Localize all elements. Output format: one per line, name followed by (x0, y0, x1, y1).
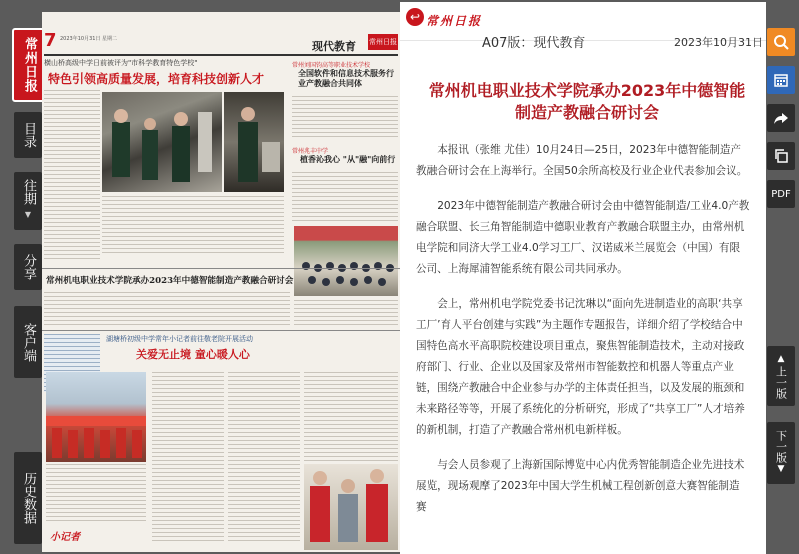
text-column (44, 90, 100, 262)
copy-icon (773, 148, 789, 164)
nav-share-label: 分享 (21, 254, 36, 280)
volunteers-photo[interactable] (46, 372, 146, 462)
nav-history[interactable] (14, 452, 42, 544)
chevron-up-icon: ▲ (777, 354, 785, 364)
newspaper-page[interactable] (42, 12, 400, 552)
pdf-label: PDF (771, 188, 791, 200)
main-headline[interactable]: 特色引领高质量发展，培育科技创新人才 (48, 72, 265, 86)
students-photo[interactable] (294, 226, 398, 296)
bottom-subhead: 湖塘桥初级中学常年小记者前往敬老院开展活动 (106, 335, 253, 343)
text-column (102, 196, 284, 256)
lab-photo-figures (102, 92, 222, 192)
page-section: 现代教育 (312, 40, 356, 53)
text-column (292, 172, 398, 224)
calendar-icon (773, 72, 789, 88)
search-button[interactable] (767, 28, 795, 56)
next-page-button[interactable] (767, 422, 795, 484)
side1-tag: 常州刘国钧高等职业技术学校 (292, 62, 371, 69)
text-column (304, 372, 398, 462)
text-column (294, 300, 398, 328)
classroom-photo[interactable] (224, 92, 284, 192)
side1-headline[interactable]: 全国软件和信息技术服务行业产教融合共同体 (298, 68, 394, 88)
lab-photo[interactable] (102, 92, 222, 192)
classroom-photo-figures (224, 92, 284, 192)
side2-tag: 常州兆丰中学 (292, 148, 329, 155)
article-date: 2023年10月31日 (674, 36, 763, 49)
article-paragraph: 与会人员参观了上海新国际博览中心内优秀智能制造企业先进技术展览，现场观摩了2023年中国大学生机械工程创新创意大赛智能制造赛 (416, 459, 745, 513)
text-column (292, 96, 398, 138)
elderly-photo-figures (304, 464, 398, 550)
calendar-button[interactable] (767, 66, 795, 94)
chevron-down-icon: ▼ (24, 210, 32, 219)
article-paragraph: 会上，常州机电学院党委书记沈琳以“面向先进制造业的高职‘共享工厂’育人平台创建与实践”为主题作专题报告，详细介绍了学校结合中国特色高水平高职院校建设项目重点，聚焦智能制造技术，主动对接政府部门、行业、企业以及国家及常州市智能数控和机器人等重点产业链，围绕产教融合中企业参与办学的主体责任担当，以及发展的瓶颈和未来路径等等，开展了系统化的分析研究，形成了“共享工厂”人才培养的新机制，打造了产教融合常州机电新样板。 (416, 298, 745, 436)
left-nav (0, 0, 44, 554)
chevron-down-icon: ▼ (777, 464, 785, 474)
divider (42, 330, 400, 331)
side2-headline[interactable]: 植香沁我心 "从"融"向前行 (300, 154, 396, 164)
nav-client-label: 客户端 (21, 322, 36, 362)
volunteers-photo-figures (46, 372, 146, 462)
share-arrow-icon (773, 110, 789, 126)
text-column (228, 372, 300, 542)
prev-page-button[interactable] (767, 346, 795, 406)
nav-share[interactable] (14, 244, 42, 290)
page-logo: 常州日报 (368, 34, 398, 50)
nav-client[interactable] (14, 306, 42, 378)
nav-history-label: 历史数据 (21, 472, 36, 524)
page-date: 2023年10月31日 星期二 (60, 36, 118, 42)
prev-page-label: 上一版 (774, 366, 788, 399)
search-icon (773, 34, 789, 50)
newspaper-header (42, 12, 400, 60)
nav-catalog[interactable] (14, 112, 42, 158)
page-number: 7 (44, 30, 57, 51)
nav-catalog-label: 目录 (21, 122, 36, 148)
top-subhead: 横山桥高级中学日前被评为"市科学教育特色学校" (44, 59, 198, 67)
share-button[interactable] (767, 104, 795, 132)
copy-button[interactable] (767, 142, 795, 170)
header-rule (44, 54, 398, 56)
article-paragraph: 本报讯（张维 尤佳）10月24日—25日，2023年中德智能制造产教融合研讨会在上海举行。全国50余所高校及行业企业代表参加会议。 (416, 144, 748, 177)
pdf-button[interactable] (767, 180, 795, 208)
nav-archive-label: 往期 (21, 179, 36, 205)
newspaper-icon: ↩ (406, 8, 424, 26)
brand-logo[interactable]: 常州日报 (12, 28, 46, 102)
bottom-logo: 小记者 (50, 532, 80, 543)
divider (42, 268, 400, 269)
article-title: 常州机电职业技术学院承办2023年中德智能制造产教融合研讨会 (428, 81, 746, 122)
next-page-label: 下一版 (774, 430, 788, 463)
students-photo-figures (294, 226, 398, 296)
bottom-headline[interactable]: 关爱无止境 童心暖人心 (136, 348, 250, 361)
text-column (44, 292, 290, 328)
text-column (46, 464, 146, 524)
article-paragraph: 2023年中德智能制造产教融合研讨会由中德智能制造/工业4.0产教融合联盟、长三角智能制造中德职业教育产教融合联盟主办，由常州机电学院和同济大学工业4.0学习工厂、汉诺威米兰展览会（中国）有限公司、上海犀浦智能系统有限公司共同承办。 (416, 200, 750, 275)
article-panel (400, 2, 766, 554)
article-body (416, 140, 750, 532)
text-column (152, 372, 224, 542)
article-logo-text: 常州日报 (426, 14, 483, 28)
nav-archive[interactable] (14, 172, 42, 230)
article-edition: A07版：现代教育 (482, 36, 586, 51)
mid-headline[interactable]: 常州机电职业技术学院承办2023年中德智能制造产教融合研讨会 (46, 276, 294, 286)
elderly-photo[interactable] (304, 464, 398, 550)
